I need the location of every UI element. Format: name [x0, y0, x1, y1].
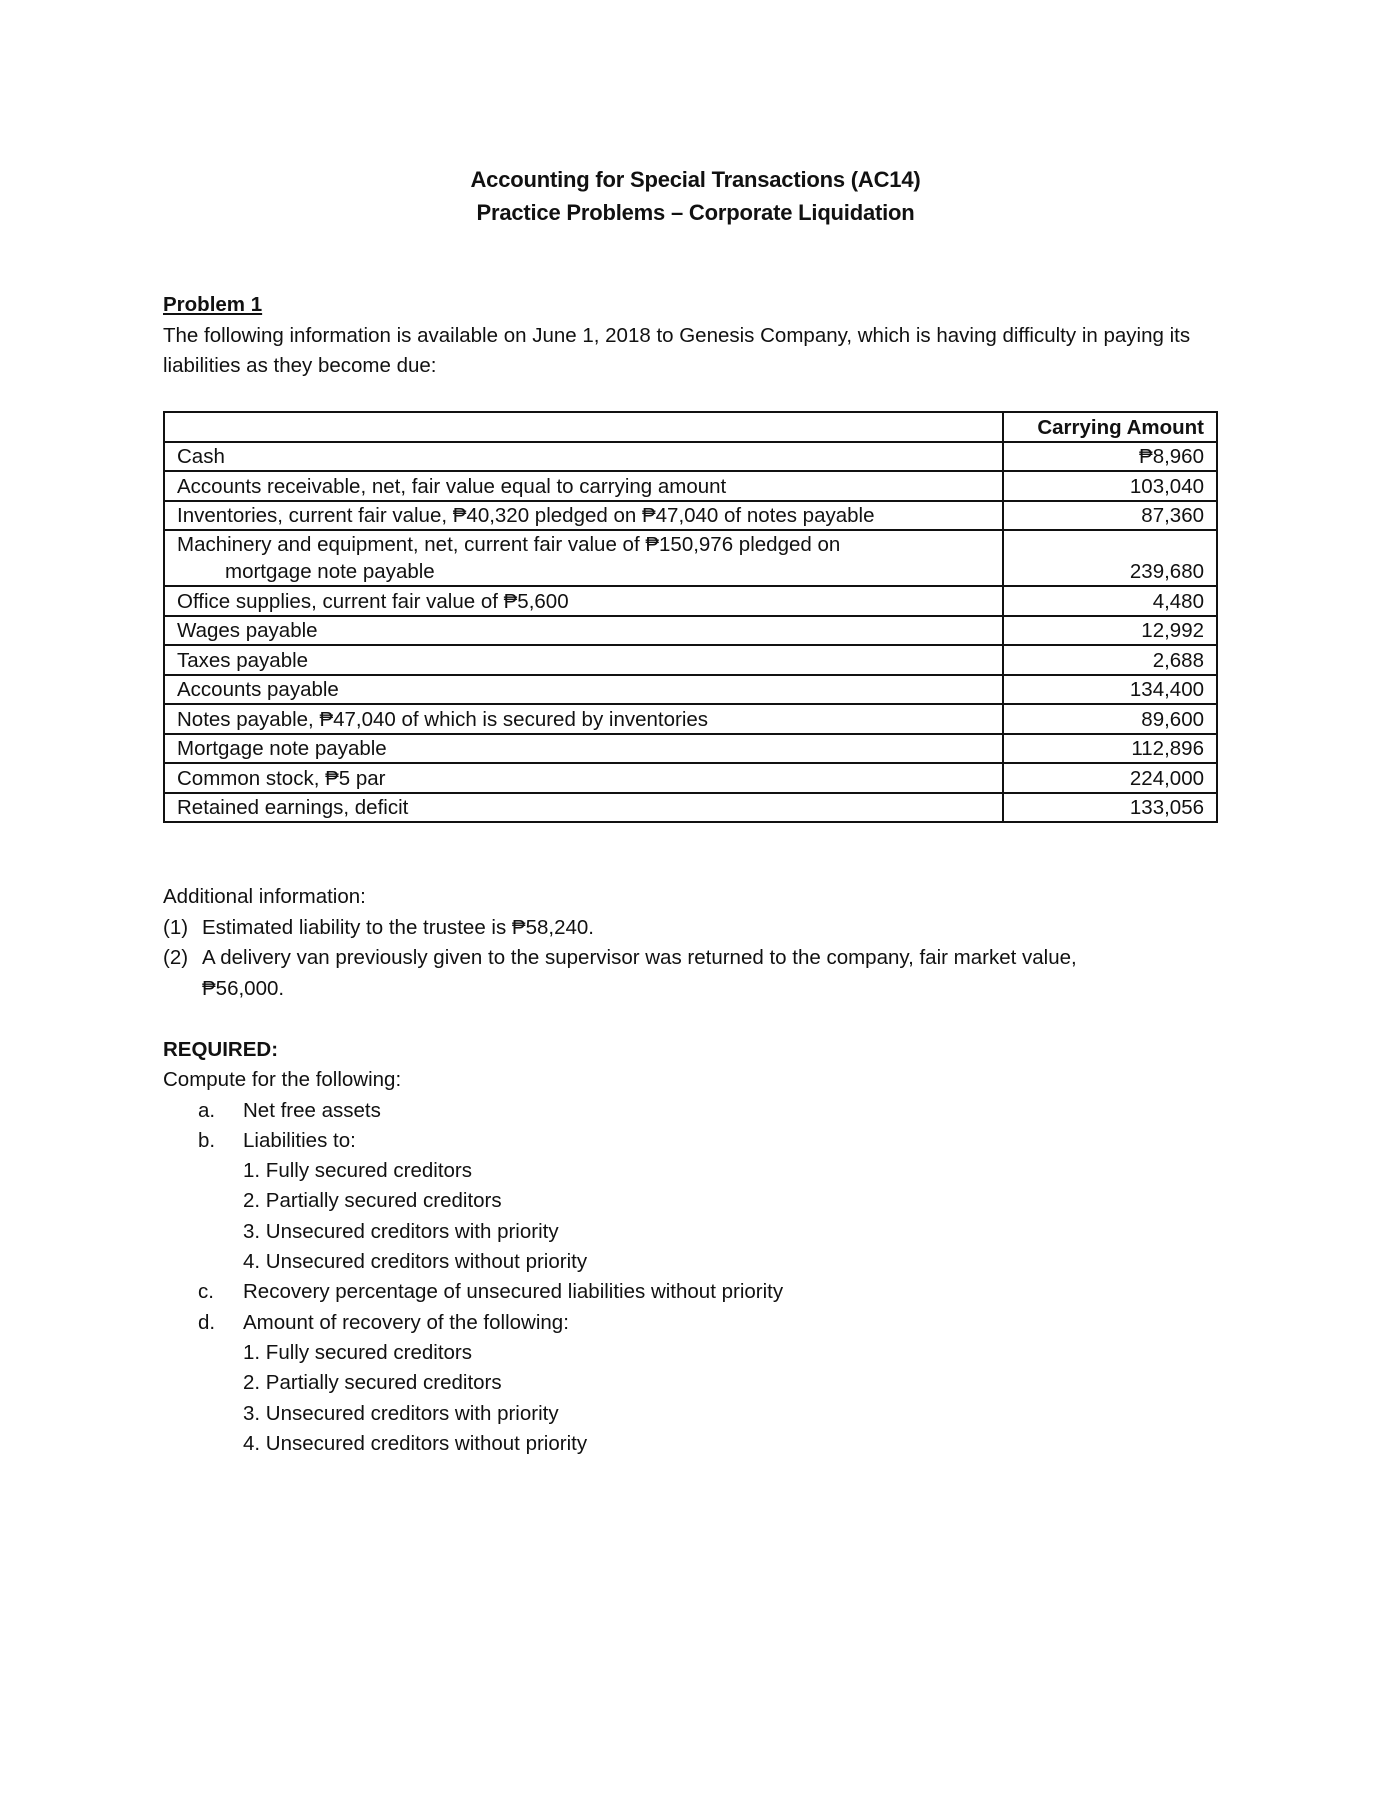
additional-item-number: (2)	[163, 946, 189, 969]
additional-item-text: Estimated liability to the trustee is ₱58,240.	[202, 915, 594, 939]
document-title	[0, 163, 1391, 229]
required-subitem: 1. Fully secured creditors	[243, 1340, 473, 1364]
row-label: Common stock, ₱5 par	[164, 763, 1003, 793]
required-item	[163, 1126, 1263, 1156]
problem-section	[163, 290, 1223, 382]
required-item-letter: b.	[198, 1128, 216, 1152]
row-amount: 89,600	[1003, 704, 1217, 734]
table-row	[164, 645, 1217, 675]
row-amount: 224,000	[1003, 763, 1217, 793]
additional-item-body	[202, 943, 1077, 1004]
required-item-letter: d.	[198, 1310, 216, 1334]
row-label-multiline	[164, 530, 1003, 586]
table-header-row	[164, 412, 1217, 442]
row-amount: 2,688	[1003, 645, 1217, 675]
row-label: Taxes payable	[164, 645, 1003, 675]
row-label: Office supplies, current fair value of ₱5,600	[164, 586, 1003, 616]
required-item-text: Amount of recovery of the following:	[243, 1310, 569, 1334]
row-amount: 133,056	[1003, 793, 1217, 823]
required-intro: Compute for the following:	[163, 1068, 402, 1092]
row-amount: 87,360	[1003, 501, 1217, 531]
title-line-topic: Practice Problems – Corporate Liquidation	[476, 200, 915, 225]
required-subitem: 3. Unsecured creditors with priority	[243, 1219, 559, 1243]
additional-info-section	[163, 882, 1263, 1004]
row-label: Retained earnings, deficit	[164, 793, 1003, 823]
row-amount: 12,992	[1003, 616, 1217, 646]
additional-item-text: A delivery van previously given to the supervisor was returned to the company, fair market value,	[202, 946, 1077, 969]
table-row	[164, 442, 1217, 472]
required-item-text: Net free assets	[243, 1098, 381, 1122]
required-item-letter: a.	[198, 1098, 216, 1122]
required-subitem: 2. Partially secured creditors	[243, 1189, 502, 1213]
table-row	[164, 530, 1217, 586]
required-subitem: 4. Unsecured creditors without priority	[243, 1431, 588, 1455]
table-row	[164, 675, 1217, 705]
row-label: Machinery and equipment, net, current fair value of ₱150,976 pledged on	[177, 533, 841, 556]
table-row	[164, 793, 1217, 823]
required-item	[163, 1096, 1263, 1126]
additional-item	[163, 943, 1263, 1004]
row-amount: ₱8,960	[1003, 442, 1217, 472]
required-subitem: 3. Unsecured creditors with priority	[243, 1401, 559, 1425]
row-label: Notes payable, ₱47,040 of which is secured by inventories	[164, 704, 1003, 734]
row-amount: 134,400	[1003, 675, 1217, 705]
required-subitem: 1. Fully secured creditors	[243, 1159, 473, 1183]
row-amount: 4,480	[1003, 586, 1217, 616]
required-item	[163, 1277, 1263, 1307]
table-row	[164, 734, 1217, 764]
table-row	[164, 501, 1217, 531]
balances-table	[163, 411, 1218, 823]
required-subitem: 4. Unsecured creditors without priority	[243, 1250, 588, 1274]
table-row	[164, 704, 1217, 734]
table-row	[164, 616, 1217, 646]
additional-info-heading: Additional information:	[163, 885, 366, 908]
row-label: Accounts receivable, net, fair value equal to carrying amount	[164, 471, 1003, 501]
title-line-course: Accounting for Special Transactions (AC14)	[470, 167, 921, 192]
row-label: Mortgage note payable	[164, 734, 1003, 764]
row-label: Inventories, current fair value, ₱40,320 pledged on ₱47,040 of notes payable	[164, 501, 1003, 531]
row-label: Wages payable	[164, 616, 1003, 646]
additional-item-continuation: ₱56,000.	[202, 976, 285, 1000]
required-item-text: Recovery percentage of unsecured liabilities without priority	[243, 1280, 784, 1304]
required-heading: REQUIRED:	[163, 1038, 279, 1061]
required-section	[163, 1035, 1263, 1459]
required-subitem: 2. Partially secured creditors	[243, 1371, 502, 1395]
table-row	[164, 586, 1217, 616]
row-label-continuation: mortgage note payable	[225, 560, 435, 583]
row-amount: 103,040	[1003, 471, 1217, 501]
required-item-letter: c.	[198, 1280, 214, 1304]
additional-item-number: (1)	[163, 915, 189, 939]
row-label: Cash	[164, 442, 1003, 472]
row-amount: 112,896	[1003, 734, 1217, 764]
header-label-cell	[164, 412, 1003, 442]
required-item-text: Liabilities to:	[243, 1128, 356, 1152]
table-row	[164, 471, 1217, 501]
problem-intro: The following information is available on June 1, 2018 to Genesis Company, which is having difficulty in paying its liabilities as they become due:	[163, 323, 1191, 377]
row-amount: 239,680	[1003, 530, 1217, 586]
required-item	[163, 1308, 1263, 1338]
row-label: Accounts payable	[164, 675, 1003, 705]
header-amount-cell: Carrying Amount	[1003, 412, 1217, 442]
additional-item	[163, 913, 1263, 944]
table-row	[164, 763, 1217, 793]
problem-heading: Problem 1	[163, 293, 263, 316]
